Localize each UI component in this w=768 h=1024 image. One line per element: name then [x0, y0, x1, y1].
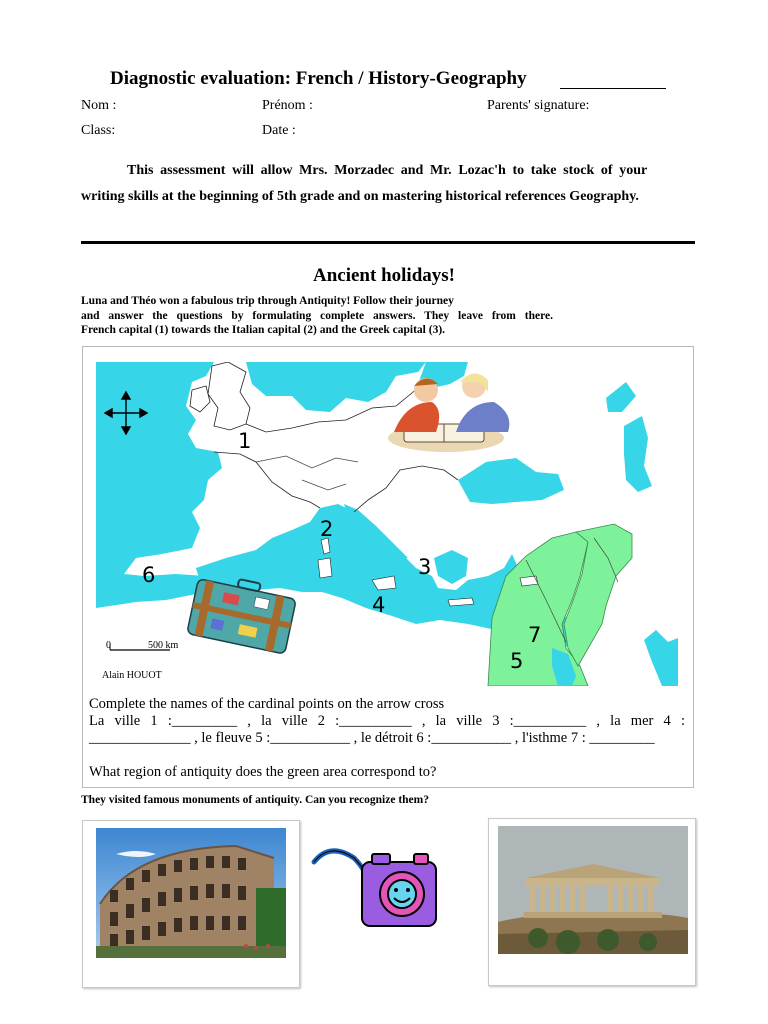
section-title: Ancient holidays! — [313, 265, 455, 286]
map-label-6: 6 — [142, 563, 156, 587]
map-label-1: 1 — [238, 429, 252, 453]
map-label-5: 5 — [510, 649, 524, 673]
sardinia-island — [318, 558, 332, 578]
parents-signature-label: Parents' signature: — [487, 98, 590, 113]
title-underline — [560, 88, 666, 89]
map-questions — [89, 696, 685, 781]
question-cardinal-points: Complete the names of the cardinal points on the arrow cross — [89, 696, 445, 712]
map-label-4: 4 — [372, 593, 386, 617]
intro-text-rest: writing skills at the beginning of 5th grade and on mastering historical references Geography. — [81, 188, 639, 204]
story-paragraph — [81, 294, 553, 338]
page-title: Diagnostic evaluation: French / History-Geography — [110, 68, 527, 89]
scale-text: 500 km — [148, 640, 179, 651]
story-line-3: French capital (1) towards the Italian capital (2) and the Greek capital (3). — [81, 324, 446, 337]
nom-label: Nom : — [81, 98, 117, 113]
story-line-1: Luna and Théo won a fabulous trip through Antiquity! Follow their journey — [81, 295, 454, 307]
intro-paragraph — [81, 158, 647, 209]
prenom-label: Prénom : — [262, 98, 313, 113]
monuments-prompt: They visited famous monuments of antiquity. Can you recognize them? — [81, 794, 429, 806]
fill-line-2[interactable]: ______________ , le fleuve 5 :___________ , le détroit 6 :___________ , l'isthme 7 : _________ — [89, 730, 655, 746]
mediterranean-map — [96, 362, 678, 686]
intro-text-first: This assessment will allow Mrs. Morzadec and Mr. Lozac'h to take stock of your — [127, 163, 647, 178]
date-label: Date : — [262, 123, 296, 138]
scale-zero: 0 — [106, 640, 111, 651]
colosseum-photo — [96, 828, 286, 958]
section-divider — [81, 241, 695, 244]
map-label-3: 3 — [418, 555, 432, 579]
map-label-2: 2 — [320, 517, 334, 541]
class-label: Class: — [81, 123, 116, 138]
fill-line-1[interactable]: La ville 1 :_________ , la ville 2 :__________ , la ville 3 :__________ , la mer 4 : — [89, 713, 685, 729]
map-label-7: 7 — [528, 623, 542, 647]
map-credit: Alain HOUOT — [102, 670, 162, 681]
camera-icon — [310, 842, 460, 934]
question-green-area: What region of antiquity does the green area correspond to? — [89, 764, 437, 780]
cyprus-island — [520, 576, 538, 586]
parthenon-photo — [498, 826, 688, 954]
story-line-2: and answer the questions by formulating complete answers. They leave from there. — [81, 309, 553, 322]
